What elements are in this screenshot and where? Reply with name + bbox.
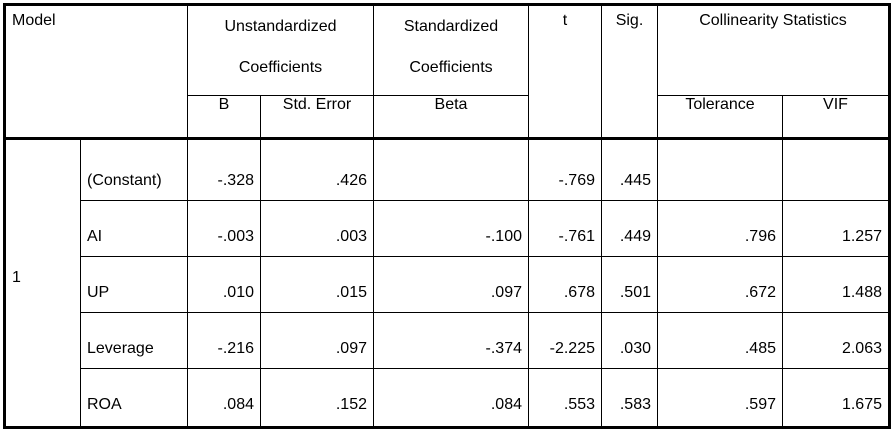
tolerance-value: .485 [658, 313, 783, 369]
t-value: -2.225 [529, 313, 602, 369]
tolerance-value: .796 [658, 201, 783, 257]
b-value: .084 [188, 369, 261, 428]
sig-value: .030 [602, 313, 658, 369]
tolerance-value: .597 [658, 369, 783, 428]
standardized-header [374, 5, 529, 96]
row-label: AI [81, 201, 188, 257]
row-label: (Constant) [81, 139, 188, 201]
t-header: t [529, 5, 602, 139]
unstandardized-line1: Unstandardized [224, 18, 337, 35]
vif-value: 1.488 [783, 257, 890, 313]
table-row [5, 201, 890, 257]
t-value: .553 [529, 369, 602, 428]
beta-value [374, 139, 529, 201]
sig-value: .449 [602, 201, 658, 257]
sig-value: .445 [602, 139, 658, 201]
tolerance-value: .672 [658, 257, 783, 313]
b-value: .010 [188, 257, 261, 313]
b-value: -.328 [188, 139, 261, 201]
vif-value [783, 139, 890, 201]
beta-value: -.374 [374, 313, 529, 369]
t-value: .678 [529, 257, 602, 313]
unstandardized-header [188, 5, 374, 96]
t-value: -.761 [529, 201, 602, 257]
table-row [5, 369, 890, 428]
sig-header: Sig. [602, 5, 658, 139]
beta-value: .097 [374, 257, 529, 313]
unstandardized-line2: Coefficients [238, 59, 323, 76]
b-header: B [188, 96, 261, 139]
row-label: Leverage [81, 313, 188, 369]
vif-header: VIF [783, 96, 890, 139]
vif-value: 1.257 [783, 201, 890, 257]
vif-value: 2.063 [783, 313, 890, 369]
model-number: 1 [5, 139, 81, 428]
standardized-line1: Standardized [403, 18, 499, 35]
tolerance-header: Tolerance [658, 96, 783, 139]
sig-value: .501 [602, 257, 658, 313]
table-body [5, 139, 890, 428]
header-row-1 [5, 5, 890, 96]
stderr-header: Std. Error [261, 96, 374, 139]
standardized-line2: Coefficients [409, 59, 493, 76]
se-value: .426 [261, 139, 374, 201]
tolerance-value [658, 139, 783, 201]
se-value: .015 [261, 257, 374, 313]
row-label: ROA [81, 369, 188, 428]
beta-header: Beta [374, 96, 529, 139]
se-value: .152 [261, 369, 374, 428]
b-value: -.216 [188, 313, 261, 369]
coefficients-table [3, 3, 891, 429]
table-row [5, 313, 890, 369]
beta-value: .084 [374, 369, 529, 428]
b-value: -.003 [188, 201, 261, 257]
row-label: UP [81, 257, 188, 313]
t-value: -.769 [529, 139, 602, 201]
table-row [5, 139, 890, 201]
collinearity-header: Collinearity Statistics [658, 5, 890, 96]
sig-value: .583 [602, 369, 658, 428]
model-header: Model [5, 5, 188, 139]
beta-value: -.100 [374, 201, 529, 257]
se-value: .097 [261, 313, 374, 369]
vif-value: 1.675 [783, 369, 890, 428]
se-value: .003 [261, 201, 374, 257]
table-row [5, 257, 890, 313]
